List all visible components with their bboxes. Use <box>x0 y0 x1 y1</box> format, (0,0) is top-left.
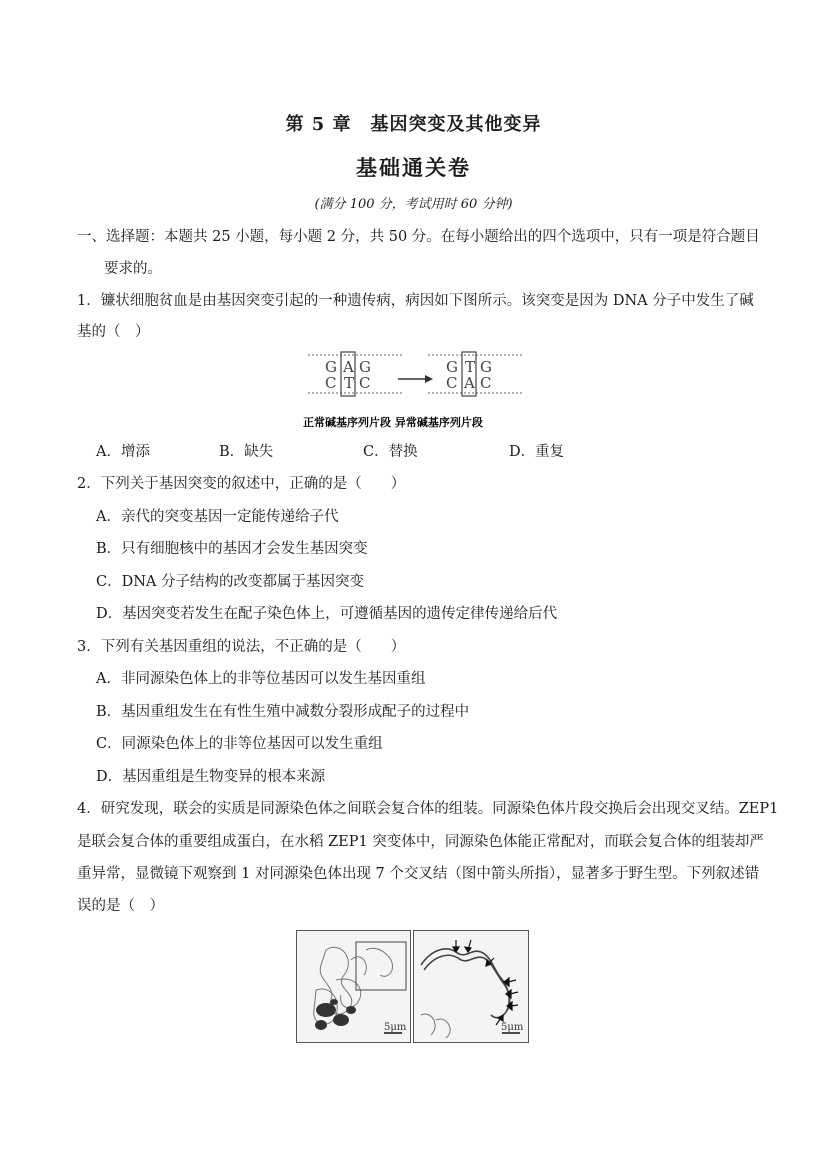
q4-stem-line4: 误的是（ ） <box>77 898 164 914</box>
q1-stem: 1．镰状细胞贫血是由基因突变引起的一种遗传病，病因如下图所示。该突变是因为 DNA 分子中发生了碱 <box>77 293 754 309</box>
q2-option-b: B．只有细胞核中的基因才会发生基因突变 <box>96 541 368 557</box>
base-normal-bottom-2: T <box>344 374 355 392</box>
base-normal-bottom-1: C <box>325 374 337 392</box>
q3-option-d: D．基因重组是生物变异的根本来源 <box>96 769 326 785</box>
base-mutant-bottom-2: A <box>464 374 475 392</box>
base-mutant-top-1: G <box>446 358 458 376</box>
q2-option-c: C．DNA 分子结构的改变都属于基因突变 <box>96 574 364 590</box>
q3-option-c: C．同源染色体上的非等位基因可以发生重组 <box>96 736 383 752</box>
paper-title: 基础通关卷 <box>356 155 471 180</box>
chapter-title: 第 5 章 基因突变及其他变异 <box>285 114 542 135</box>
base-normal-bottom-3: C <box>359 374 371 392</box>
scale-left-label: 5μm <box>384 1022 407 1033</box>
q1-option-b: B．缺失 <box>219 444 274 460</box>
q2-option-a: A．亲代的突变基因一定能传递给子代 <box>96 509 339 525</box>
base-normal-top-2: A <box>343 358 354 376</box>
chromosome-micrograph-figure <box>296 930 530 1044</box>
base-mutant-bottom-3: C <box>480 374 492 392</box>
q1-stem-cont: 基的（ ） <box>77 324 150 340</box>
q1-option-a: A．增添 <box>96 444 150 460</box>
base-mutant-bottom-1: C <box>446 374 458 392</box>
q4-stem-line1: 4．研究发现，联会的实质是同源染色体之间联会复合体的组装。同源染色体片段交换后会出现交叉结。ZEP1 <box>77 801 779 817</box>
base-mutant-top-2: T <box>465 358 476 376</box>
section-instruction: 一、选择题：本题共 25 小题，每小题 2 分，共 50 分。在每小题给出的四个选项中，只有一项是符合题目 <box>77 229 760 245</box>
q1-option-c: C．替换 <box>363 444 418 460</box>
q2-option-d: D．基因突变若发生在配子染色体上，可遵循基因的遗传定律传递给后代 <box>96 606 558 622</box>
dna-mutation-figure <box>303 350 528 434</box>
exam-note: (满分 100 分，考试用时 60 分钟) <box>314 197 513 212</box>
base-normal-top-3: G <box>359 358 371 376</box>
base-normal-top-1: G <box>325 358 337 376</box>
base-mutant-top-3: G <box>480 358 492 376</box>
q2-stem: 2．下列关于基因突变的叙述中，正确的是（ ） <box>77 476 406 492</box>
q4-stem-line3: 重异常，显微镜下观察到 1 对同源染色体出现 7 个交叉结（图中箭头所指），显著多于野生型。下列叙述错 <box>77 866 760 882</box>
arrow-head-icon <box>425 375 433 383</box>
scale-right-label: 5μm <box>501 1022 524 1033</box>
q3-option-b: B．基因重组发生在有性生殖中减数分裂形成配子的过程中 <box>96 704 470 720</box>
q3-stem: 3．下列有关基因重组的说法，不正确的是（ ） <box>77 639 406 655</box>
q1-option-d: D．重复 <box>509 444 565 460</box>
section-instruction-cont: 要求的。 <box>104 261 162 277</box>
q3-option-a: A．非同源染色体上的非等位基因可以发生基因重组 <box>96 671 426 687</box>
figure-caption: 正常碱基序列片段 异常碱基序列片段 <box>303 416 483 429</box>
q4-stem-line2: 是联会复合体的重要组成蛋白，在水稻 ZEP1 突变体中，同源染色体能正常配对，而联会复合体的组装却严 <box>77 834 764 850</box>
